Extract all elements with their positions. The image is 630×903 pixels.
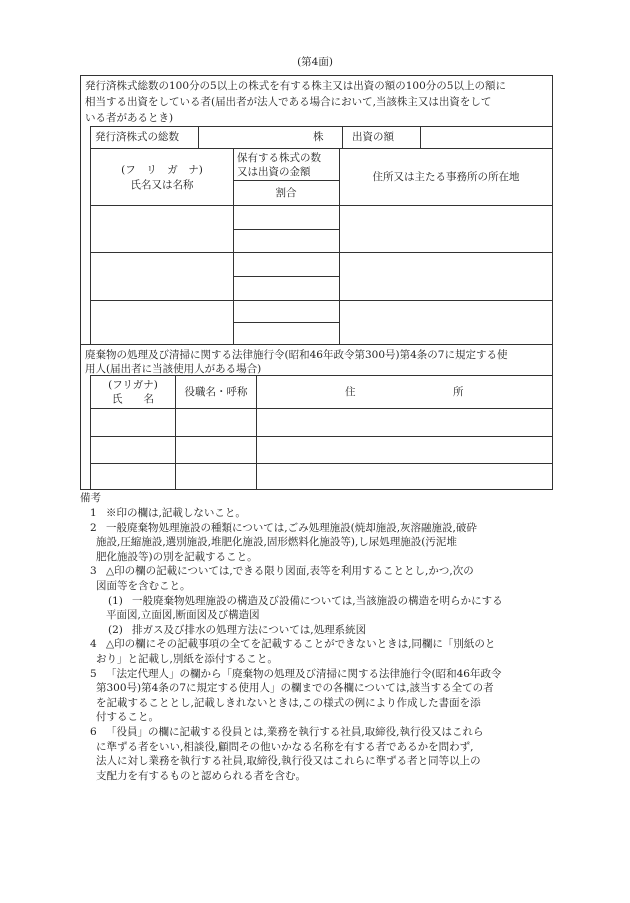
emp-col-address-1: 住	[345, 386, 356, 398]
table-line	[420, 126, 421, 148]
col-holding-line-1: 保有する株式の数	[237, 152, 321, 164]
remark-number: 6	[90, 725, 97, 738]
table-line	[233, 276, 339, 277]
remark-line: 施設,圧縮施設,選別施設,堆肥化施設,固形燃料化施設等),し尿処理施設(汚泥堆	[96, 536, 457, 549]
table-line	[233, 322, 339, 323]
remark-number: (1)	[108, 594, 123, 607]
table-line	[233, 229, 339, 230]
section-divider	[80, 344, 553, 345]
remark-item	[84, 623, 554, 638]
table-line	[90, 205, 553, 206]
table-line	[256, 375, 257, 489]
outer-border-top	[80, 75, 553, 76]
table-line	[90, 300, 553, 301]
remark-number: 3	[90, 565, 97, 578]
remark-line: 排ガス及び排水の処理方法については,処理系統図	[132, 623, 367, 636]
col-name-kana: (フ リ ガ ナ)	[121, 164, 203, 176]
emp-col-name: 氏 名	[112, 393, 154, 405]
remark-line: 肥化施設等)の別を記載すること。	[96, 550, 258, 563]
remark-number: 1	[90, 507, 97, 519]
remark-line: 一般廃棄物処理施設の構造及び設備については,当該施設の構造を明らかにする	[132, 594, 503, 607]
shares-unit: 株	[313, 131, 324, 143]
remark-line: 第300号)第4条の7に規定する使用人」の欄までの各欄については,該当する全ての者	[96, 682, 494, 695]
col-holding-line-2: 又は出資の金額	[237, 166, 311, 178]
emp-col-name-kana: (フリガナ)	[108, 379, 158, 391]
emp-col-title: 役職名・呼称	[184, 386, 248, 398]
table-line	[90, 375, 553, 376]
employee-heading-line-2: 用人(届出者に当該使用人がある場合)	[85, 363, 262, 375]
table-line	[90, 126, 553, 127]
table-line	[342, 126, 343, 148]
remark-line: 法人に対し業務を執行する社員,取締役,執行役又はこれらに準ずる者と同等以上の	[96, 755, 481, 768]
remark-number: 4	[90, 638, 97, 651]
remark-line: 「法定代理人」の欄から「廃棄物の処理及び清掃に関する法律施行令(昭和46年政令	[106, 667, 502, 680]
remark-line: に準ずる者をいい,相談役,顧問その他いかなる名称を有する者であるかを問わず,	[96, 740, 474, 753]
remark-item	[84, 667, 554, 725]
shareholder-heading-line-3: いる者があるとき)	[85, 112, 174, 124]
remark-line: 図面等を含むこと。	[96, 579, 191, 592]
table-line	[90, 436, 553, 437]
remark-item	[84, 506, 554, 521]
shareholder-heading-line-2: 相当する出資をしている者(届出者が法人である場合において,当該株主又は出資をして	[85, 96, 492, 108]
total-shares-label: 発行済株式の総数	[95, 131, 179, 143]
outer-border-left	[80, 75, 81, 490]
table-line	[90, 408, 553, 409]
remark-number: 2	[90, 521, 97, 534]
remark-line: 支配力を有するものと認められる者を含む。	[96, 769, 306, 782]
page-label: (第4面)	[297, 56, 333, 68]
remark-line: を記載することとし,記載しきれないときは,この様式の例により作成した書面を添	[96, 696, 481, 709]
table-line	[90, 148, 553, 149]
col-address: 住所又は主たる事務所の所在地	[372, 171, 520, 183]
remark-line: 「役員」の欄に記載する役員とは,業務を執行する社員,取締役,執行役又はこれら	[106, 725, 484, 738]
remark-line: △印の欄の記載については,できる限り図面,表等を利用することとし,かつ,次の	[106, 565, 474, 578]
remarks-list	[84, 506, 554, 783]
shareholder-heading-line-1: 発行済株式総数の100分の5以上の株式を有する株主又は出資の額の100分の5以上の額に	[85, 80, 506, 92]
table-line	[90, 463, 553, 464]
emp-col-address-2: 所	[453, 386, 464, 398]
remark-line: 平面図,立面図,断面図及び構造図	[106, 609, 260, 622]
remarks-title: 備考	[80, 492, 101, 504]
col-name: 氏名又は名称	[130, 179, 194, 191]
employee-heading-line-1: 廃棄物の処理及び清掃に関する法律施行令(昭和46年政令第300号)第4条の7に規定する使	[85, 349, 508, 361]
remark-item	[84, 725, 554, 783]
col-ratio: 割合	[275, 187, 297, 199]
remark-item	[84, 521, 554, 565]
table-line	[198, 126, 199, 148]
remark-number: 5	[90, 667, 97, 680]
remark-line: おり」と記載し,別紙を添付すること。	[96, 652, 278, 665]
remark-line: 一般廃棄物処理施設の種類については,ごみ処理施設(焼却施設,灰溶融施設,破砕	[106, 521, 477, 534]
table-line	[90, 126, 91, 344]
remark-line: △印の欄にその記載事項の全てを記載することができないときは,同欄に「別紙のと	[106, 638, 496, 651]
outer-border-right	[552, 75, 553, 490]
table-line	[233, 180, 339, 181]
remark-line: 付すること。	[96, 711, 159, 724]
remark-item	[84, 564, 554, 593]
table-line	[233, 148, 234, 344]
remark-item	[84, 637, 554, 666]
remark-line: ※印の欄は,記載しないこと。	[106, 507, 246, 519]
remark-item	[84, 594, 554, 623]
outer-border-bottom	[80, 489, 553, 490]
remark-number: (2)	[108, 623, 123, 636]
investment-amount-label: 出資の額	[352, 131, 394, 143]
table-line	[90, 252, 553, 253]
